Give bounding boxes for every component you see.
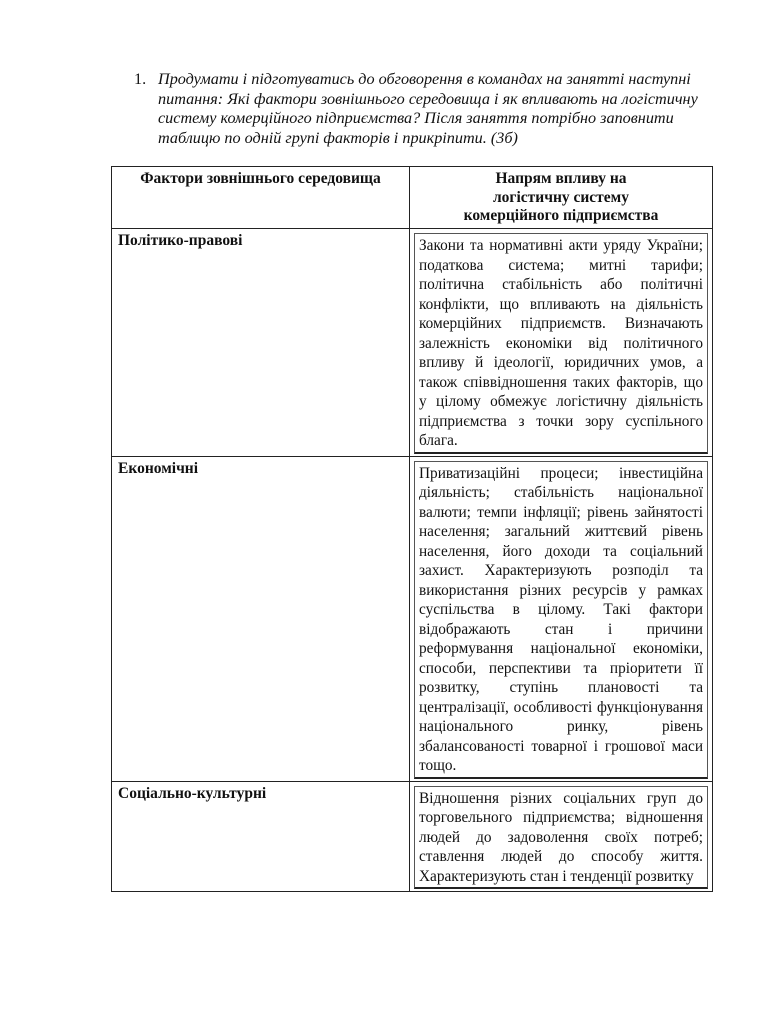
header-factors: Фактори зовнішнього середовища	[112, 167, 410, 229]
factor-economic: Економічні	[112, 456, 410, 781]
factor-political-legal: Політико-правові	[112, 229, 410, 457]
table-header-row	[112, 167, 713, 229]
factor-socio-cultural: Соціально-культурні	[112, 781, 410, 892]
table-row	[112, 229, 713, 457]
header-influence: Напрям впливу на логістичну систему комерційного підприємства	[410, 167, 713, 229]
description-cell	[410, 781, 713, 892]
table-row	[112, 456, 713, 781]
task-item	[134, 70, 724, 148]
description-economic: Приватизаційні процеси; інвестиційна діяльність; стабільність національної валюти; темпи інфляції; рівень зайнятості населення; загальний життєвий рівень населення, його доходи та соціальний захист. Характеризують розподіл та використання різних ресурсів у рамках суспільства в цілому. Такі фактори відображають стан і причини реформування національної економіки, способи, перспективи та пріоритети її розвитку, ступінь плановості та централізації, особливості функціонування національного ринку, рівень збалансованості товарної і грошової маси тощо.	[414, 461, 708, 779]
factors-table	[111, 166, 713, 892]
description-cell	[410, 229, 713, 457]
task-number: 1.	[134, 70, 147, 88]
description-cell	[410, 456, 713, 781]
description-socio-cultural: Відношення різних соціальних груп до торговельного підприємства; відношення людей до задоволення своїх потреб; ставлення людей до способу життя. Характеризують стан і тенденції розвитку	[414, 786, 708, 890]
task-text: Продумати і підготуватись до обговорення в командах на занятті наступні питання: Які фактори зовнішнього середовища і як впливають на логістичну систему комерційного підприємства? Після заняття потрібно заповнити таблицю по одній групі факторів і прикріпити. (3б)	[158, 70, 698, 147]
description-political-legal: Закони та нормативні акти уряду України; податкова система; митні тарифи; політична стабільність або політичні конфлікти, що впливають на діяльність комерційних підприємств. Визначають залежність економіки від політичного впливу й ідеології, юридичних умов, а також співвідношення таких факторів, що у цілому обмежує логістичну діяльність підприємства з точки зору суспільного блага.	[414, 233, 708, 454]
table-row	[112, 781, 713, 892]
